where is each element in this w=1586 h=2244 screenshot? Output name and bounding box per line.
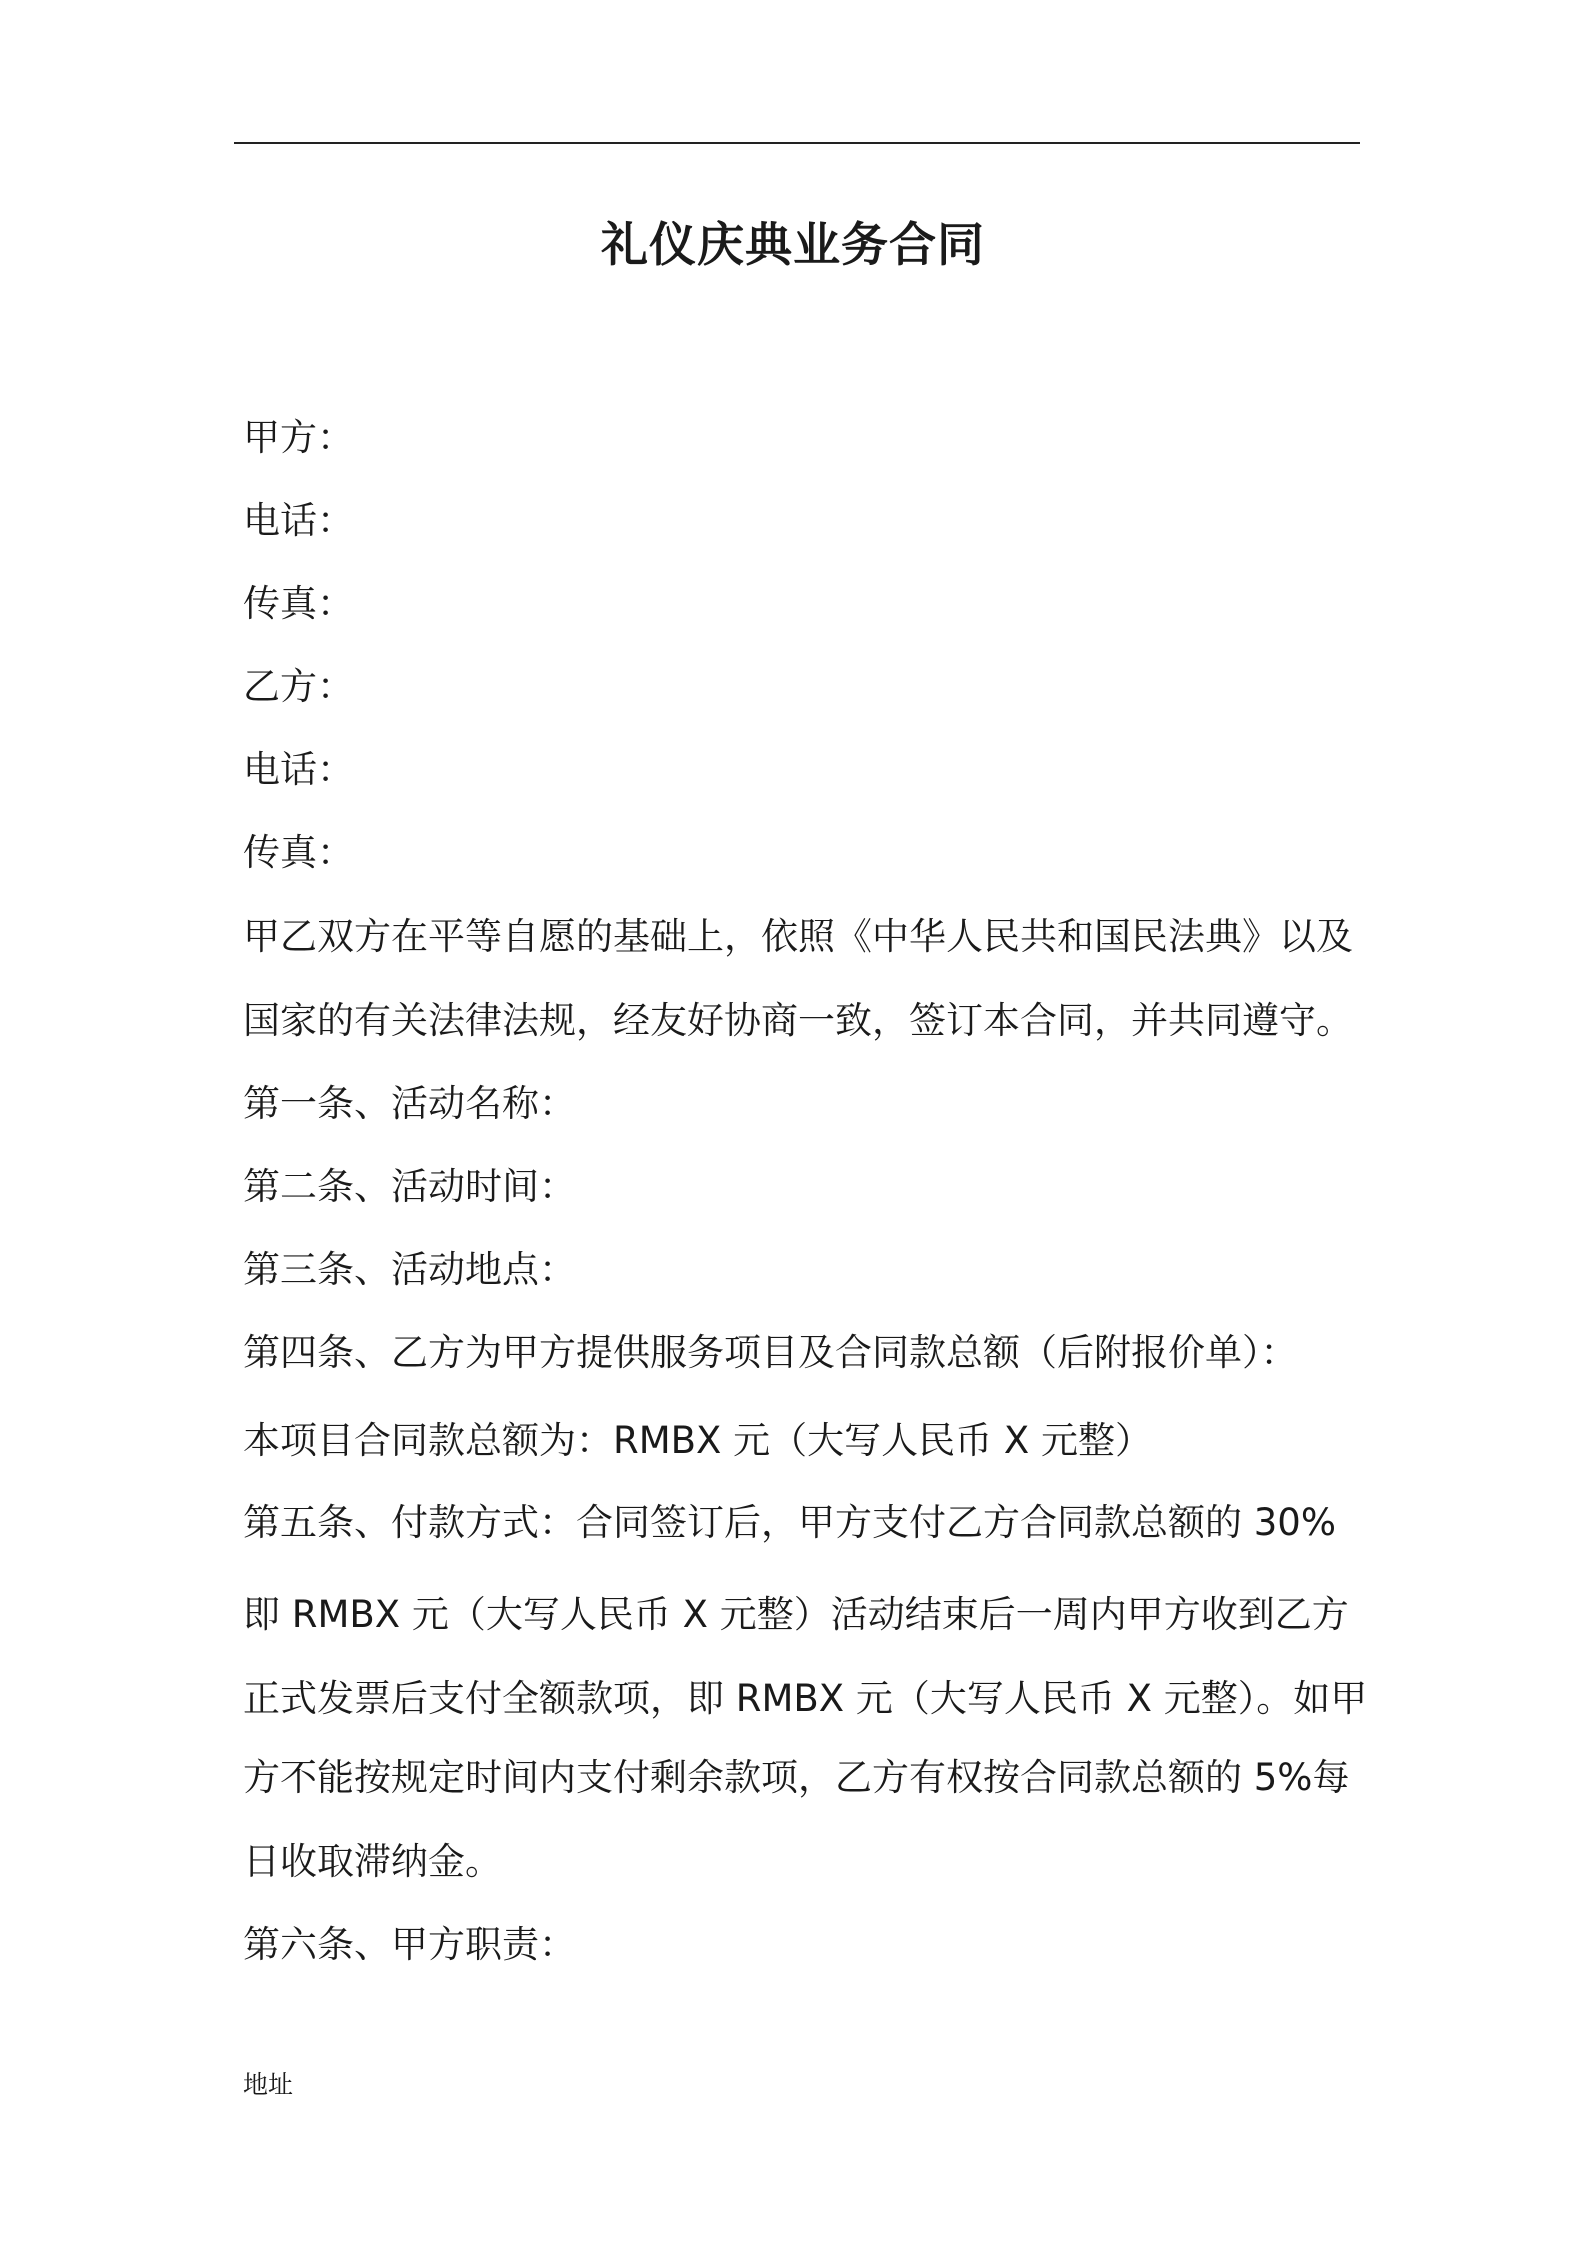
article-1-event-name: 第一条、活动名称： xyxy=(243,1082,576,1125)
contract-total: 本项目合同款总额为：RMBX 元（大写人民币 X 元整） xyxy=(243,1419,1152,1462)
party-b-phone-label: 电话： xyxy=(243,748,354,791)
header-rule xyxy=(234,142,1360,144)
party-b-label: 乙方： xyxy=(243,665,354,708)
article-2-event-time: 第二条、活动时间： xyxy=(243,1165,576,1208)
article-5-payment-line-2: 即 RMBX 元（大写人民币 X 元整）活动结束后一周内甲方收到乙方 xyxy=(243,1593,1349,1636)
article-5-payment-line-3: 正式发票后支付全额款项，即 RMBX 元（大写人民币 X 元整）。如甲 xyxy=(243,1677,1368,1720)
party-a-phone-label: 电话： xyxy=(243,499,354,542)
article-4-services: 第四条、乙方为甲方提供服务项目及合同款总额（后附报价单）： xyxy=(243,1331,1298,1374)
document-title: 礼仪庆典业务合同 xyxy=(601,218,985,273)
article-5-payment-line-4: 方不能按规定时间内支付剩余款项，乙方有权按合同款总额的 5%每 xyxy=(243,1756,1350,1799)
article-5-payment-line-1: 第五条、付款方式：合同签订后，甲方支付乙方合同款总额的 30% xyxy=(243,1501,1336,1544)
preamble-line-2: 国家的有关法律法规，经友好协商一致，签订本合同，并共同遵守。 xyxy=(243,999,1353,1042)
preamble-line-1: 甲乙双方在平等自愿的基础上，依照《中华人民共和国民法典》以及 xyxy=(243,915,1353,958)
footer-address: 地址 xyxy=(243,2070,294,2099)
party-b-fax-label: 传真： xyxy=(243,831,354,874)
party-a-label: 甲方： xyxy=(243,416,354,459)
article-6-party-a-duties: 第六条、甲方职责： xyxy=(243,1923,576,1966)
party-a-fax-label: 传真： xyxy=(243,582,354,625)
article-3-event-location: 第三条、活动地点： xyxy=(243,1248,576,1291)
article-5-payment-line-5: 日收取滞纳金。 xyxy=(243,1840,502,1883)
